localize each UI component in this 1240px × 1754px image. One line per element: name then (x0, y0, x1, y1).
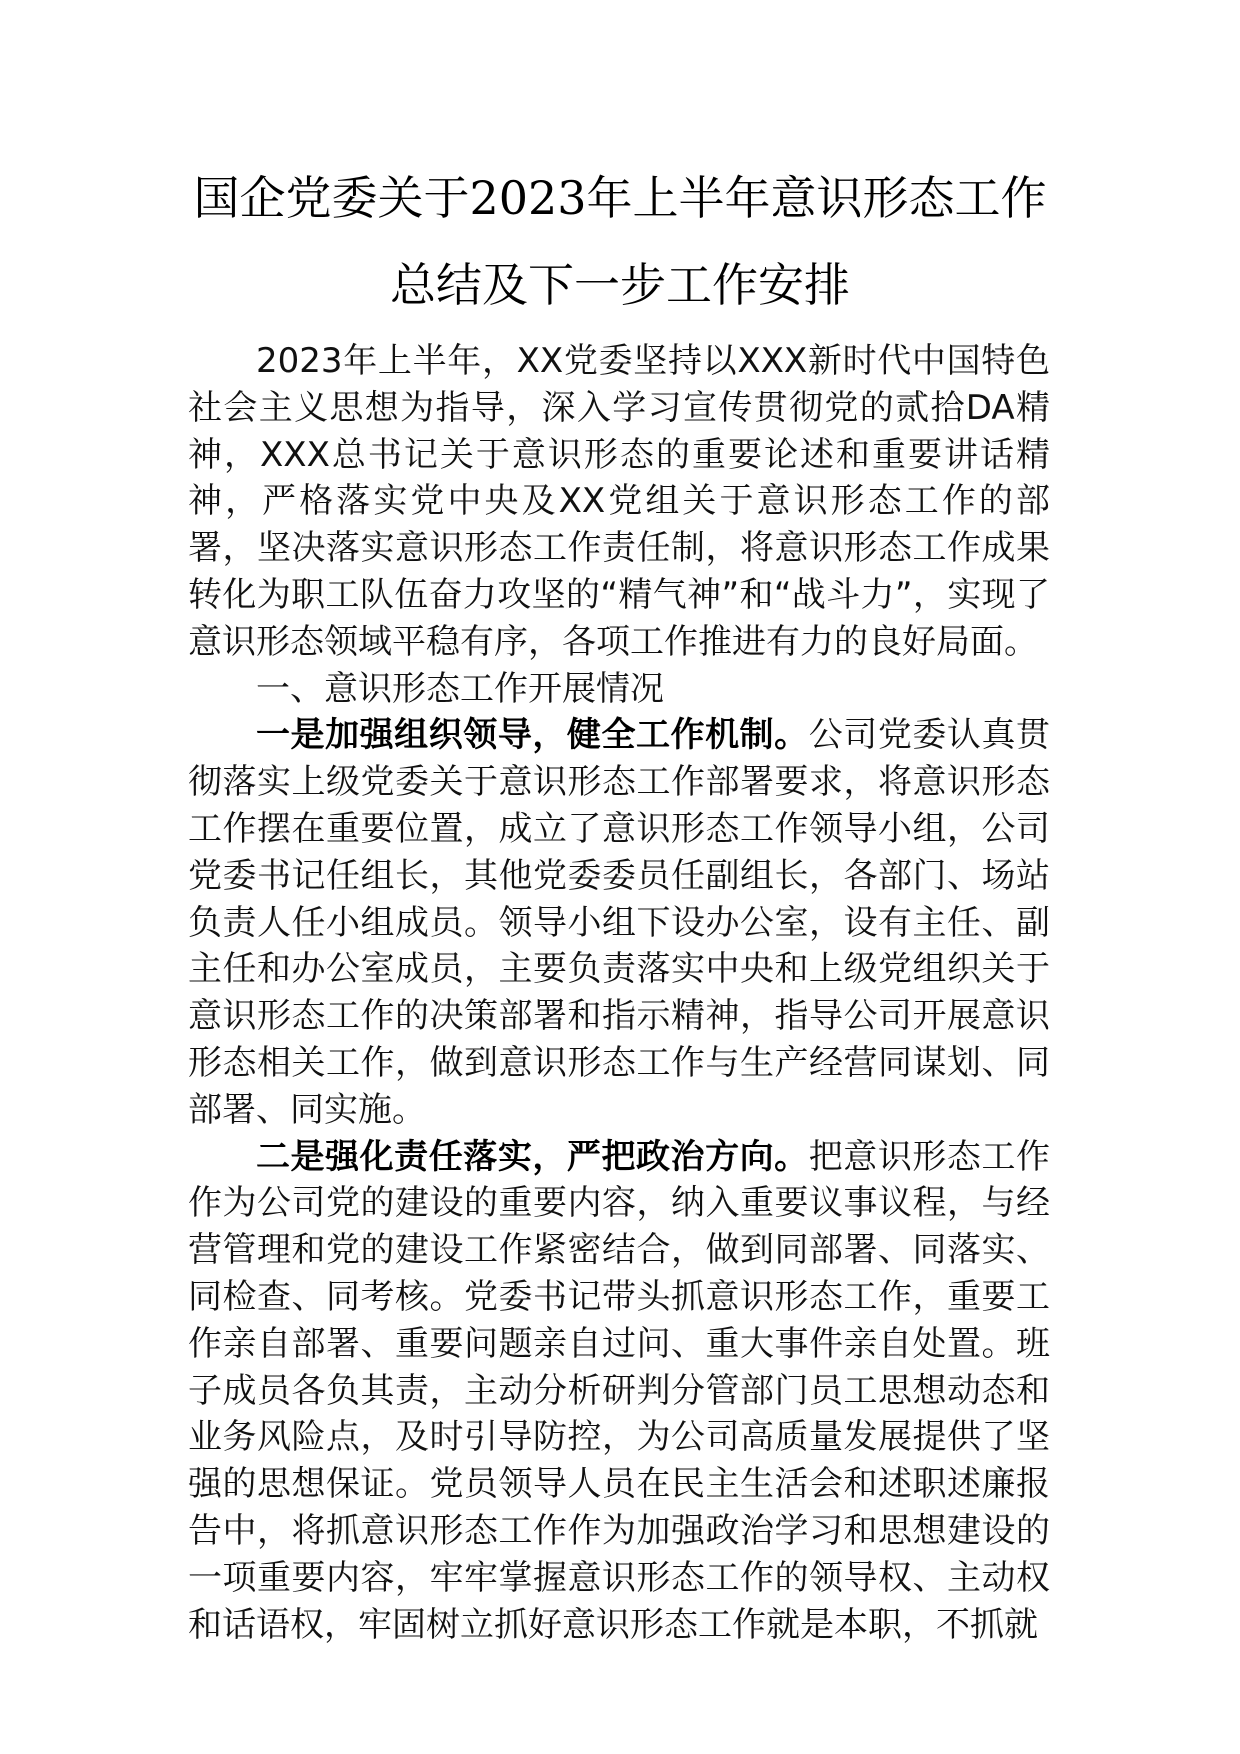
section-heading-text: 一、意识形态工作开展情况 (256, 668, 664, 709)
intro-paragraph-text: 2023年上半年，XX党委坚持以XXX新时代中国特色社会主义思想为指导，深入学习宣传贯彻党的贰拾DA精神，XXX总书记关于意识形态的重要论述和重要讲话精神，严格落实党中央及XX党组关于意识形态工作的部署，坚决落实意识形态工作责任制，将意识形态工作成果转化为职工队伍奋力攻坚的“精气神”和“战斗力”，实现了意识形态领域平稳有序，各项工作推进有力的良好局面。 (188, 341, 1050, 662)
intro-paragraph (188, 338, 1050, 666)
point-two-paragraph (188, 1134, 1050, 1649)
point-one-paragraph (188, 712, 1050, 1133)
document-title-line-2: 总结及下一步工作安排 (390, 258, 850, 312)
section-heading (188, 666, 1050, 713)
point-one-text: 公司党委认真贯彻落实上级党委关于意识形态工作部署要求，将意识形态工作摆在重要位置，成立了意识形态工作领导小组，公司党委书记任组长，其他党委委员任副组长，各部门、场站负责人任小组成员。领导小组下设办公室，设有主任、副主任和办公室成员，主要负责落实中央和上级党组织关于意识形态工作的决策部署和指示精神，指导公司开展意识形态相关工作，做到意识形态工作与生产经营同谋划、同部署、同实施。 (188, 715, 1051, 1130)
point-two-text: 把意识形态工作作为公司党的建设的重要内容，纳入重要议事议程，与经营管理和党的建设工作紧密结合，做到同部署、同落实、同检查、同考核。党委书记带头抓意识形态工作，重要工作亲自部署、重要问题亲自过问、重大事件亲自处置。班子成员各负其责，主动分析研判分管部门员工思想动态和业务风险点，及时引导防控，为公司高质量发展提供了坚强的思想保证。党员领导人员在民主生活会和述职述廉报告中，将抓意识形态工作作为加强政治学习和思想建设的一项重要内容，牢牢掌握意识形态工作的领导权、主动权和话语权，牢固树立抓好意识形态工作就是本职，不抓就 (188, 1136, 1051, 1645)
document-body (188, 338, 1050, 1648)
point-two-lead: 二是强化责任落实，严把政治方向。 (256, 1136, 809, 1177)
document-title-line-1: 国企党委关于2023年上半年意识形态工作 (193, 171, 1047, 225)
point-one-lead: 一是加强组织领导，健全工作机制。 (256, 715, 809, 756)
